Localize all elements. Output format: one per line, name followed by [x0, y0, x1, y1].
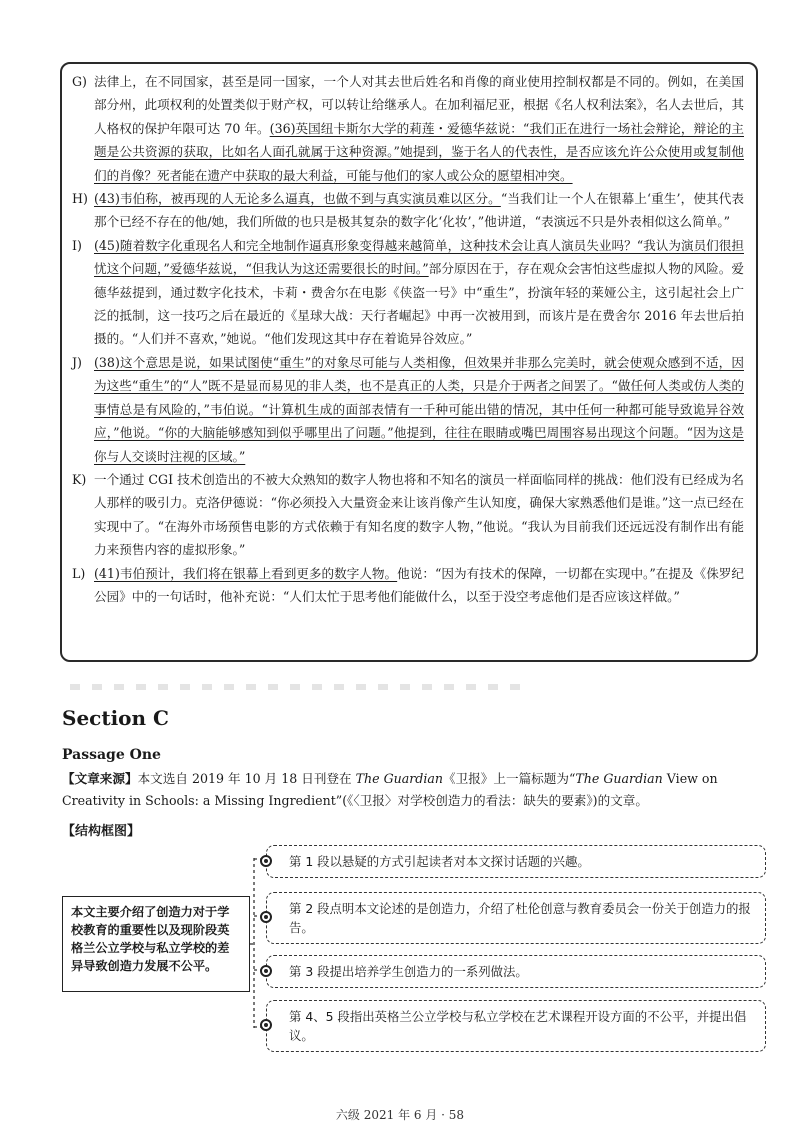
source-journal: The Guardian [355, 771, 444, 786]
paragraph-letter: G) [72, 74, 87, 89]
paragraph-text: “当我们让一个人在银幕上‘重生’，使其代表那个已经不存在的他/她，我们所做的也只是极其复杂的数字化‘化妆’，”他讲道，“表演远不只是外表相似这么简单。” [94, 191, 744, 230]
structure-node-text: 第 3 段提出培养学生创造力的一系列做法。 [289, 964, 528, 979]
paragraph-text: 部分原因在于，存在观众会害怕这些虚拟人物的风险。爱德华兹提到，通过数字化技术，卡莉・费舍尔在电影《侠盗一号》中“重生”，扮演年轻的莱娅公主，这引起社会上广泛的抵制，这一技巧之后在最近的《星球大战：天行者崛起》中再一次被用到，而该片是在费舍尔 2016 年去世后拍摄的。“人们并不喜欢，”她说。“他们发现这其中存在着诡异谷效应。” [94, 261, 745, 347]
passage-title: Passage One [62, 747, 161, 763]
underlined-answer-text: (41)韦伯预计，我们将在银幕上看到更多的数字人物。 [94, 565, 398, 581]
bullet-circle-icon [260, 1019, 272, 1031]
section-title: Section C [62, 706, 169, 730]
passage-paragraph [72, 351, 744, 468]
paragraph-letter: J) [72, 354, 82, 370]
bullet-circle-icon [260, 855, 272, 867]
source-text-before: 本文选自 2019 年 10 月 18 日刊登在 [137, 771, 356, 786]
structure-node-text: 第 4、5 段指出英格兰公立学校与私立学校在艺术课程开设方面的不公平，并提出倡议。 [289, 1009, 747, 1043]
passage-box [60, 62, 758, 662]
page-footer: 六级 2021 年 6 月 · 58 [335, 1108, 465, 1122]
paragraph-letter: L) [72, 565, 86, 581]
passage-paragraph [72, 187, 744, 234]
underlined-answer-text: (43)韦伯称，被再现的人无论多么逼真，也做不到与真实演员难以区分。 [94, 191, 501, 207]
source-tag: 【文章来源】 [62, 771, 138, 786]
paragraph-letter: I) [72, 237, 82, 253]
passage-paragraph [72, 234, 744, 351]
faint-scan-artifact [70, 684, 520, 690]
source-title-italic: The Guardian [575, 771, 663, 786]
paragraph-letter: K) [72, 471, 87, 487]
structure-node-4 [266, 1000, 766, 1052]
underlined-answer-text: (45)随着数字化重现名人和完全地制作逼真形象变得越来越简单，这种技术会让真人演员失业吗？“我认为演员们很担忧这个问题，”爱德华兹说，“但我认为这还需要很长的时间。” [94, 237, 744, 277]
structure-node-2 [266, 892, 766, 944]
passage-paragraph [72, 562, 744, 609]
bullet-circle-icon [260, 911, 272, 923]
structure-node-text: 第 2 段点明本文论述的是创造力，介绍了杜伦创意与教育委员会一份关于创造力的报告。 [289, 901, 751, 935]
paragraph-text: 他说：“因为有技术的保障，一切都在实现中。”在提及《侏罗纪公园》中的一句话时，他补充说：“人们太忙于思考他们能做什么，以至于没空考虑他们是否应该这样做。” [94, 565, 745, 604]
structure-node-1 [266, 845, 766, 878]
source-title-rest: View on Creativity in Schools: a Missing Ingredient”(《〈卫报〉对学校创造力的看法：缺失的要素》)的文章。 [62, 771, 718, 808]
structure-node-3 [266, 955, 766, 988]
source-text-mid: 《卫报》上一篇标题为“ [443, 771, 576, 786]
structure-title: 【结构框图】 [62, 824, 141, 839]
structure-connector [250, 858, 268, 1028]
paragraph-text: 一个通过 CGI 技术创造出的不被大众熟知的数字人物也将和不知名的演员一样面临同样的挑战：他们没有已经成为名人那样的吸引力。克洛伊德说：“你必须投入大量资金来让该肖像产生认知度，确保大家熟悉他们是谁。”这一点已经在实现中了。“在海外市场预售电影的方式依赖于有知名度的数字人物，”他说。“我认为目前我们还远远没有制作出有能力来预售内容的虚拟形象。” [94, 471, 744, 558]
passage-paragraph [72, 70, 744, 187]
structure-node-text: 第 1 段以悬疑的方式引起读者对本文探讨话题的兴趣。 [289, 854, 590, 869]
passage-paragraph [72, 468, 744, 562]
underlined-answer-text: (38)这个意思是说，如果试图使“重生”的对象尽可能与人类相像，但效果并非那么完美时，就会使观众感到不适，因为这些“重生”的“人”既不是显而易见的非人类，也不是真正的人类，只是介于两者之间罢了。“做任何人类或仿人类的事情总是有风险的，”韦伯说。“计算机生成的面部表情有一千种可能出错的情况，其中任何一种都可能导致诡异谷效应，”他说。“你的大脑能够感知到似乎哪里出了问题。”他提到，往往在眼睛或嘴巴周围容易出现这个问题。“因为这是你与人交谈时注视的区域。” [94, 354, 744, 464]
underlined-answer-text: (36)英国纽卡斯尔大学的莉莲・爱德华兹说：“我们正在进行一场社会辩论，辩论的主题是公共资源的获取，比如名人面孔就属于这种资源。”她提到，鉴于名人的代表性，是否应该允许公众使用或复制他们的肖像？死者能在遗产中获取的最大利益，可能与他们的家人或公众的愿望相冲突。 [94, 120, 744, 183]
paragraph-letter: H) [72, 191, 88, 207]
structure-summary: 本文主要介绍了创造力对于学校教育的重要性以及现阶段英格兰公立学校与私立学校的差异导致创造力发展不公平。 [62, 896, 250, 992]
bullet-circle-icon [260, 965, 272, 977]
article-source [62, 768, 752, 812]
paragraph-text: 法律上，在不同国家，甚至是同一国家，一个人对其去世后姓名和肖像的商业使用控制权都是不同的。例如，在美国部分州，此项权利的处置类似于财产权，可以转让给继承人。在加利福尼亚，根据《名人权利法案》，名人去世后，其人格权的保护年限可达 70 年。 [94, 74, 744, 136]
